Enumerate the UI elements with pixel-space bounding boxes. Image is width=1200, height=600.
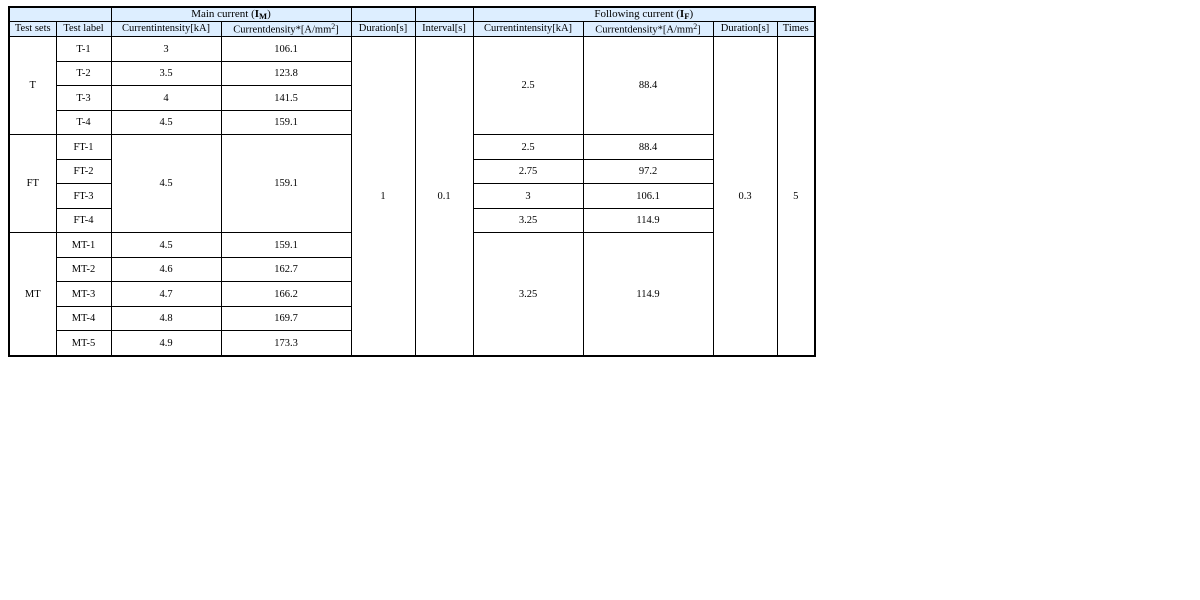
following-current-density: 88.4 <box>583 37 713 135</box>
test-label: T-3 <box>56 86 111 111</box>
following-current-intensity: 2.5 <box>473 37 583 135</box>
set-name-FT: FT <box>9 135 56 233</box>
main-current-intensity: 4.5 <box>111 233 221 258</box>
column-header-main-current-intensity: Currentintensity[kA] <box>111 21 221 37</box>
following-current-density: 88.4 <box>583 135 713 160</box>
group-header-following-current-text: Following current ( <box>594 8 680 20</box>
column-header-test-sets: Test sets <box>9 21 56 37</box>
following-current-intensity: 3.25 <box>473 208 583 233</box>
table-row <box>9 37 815 62</box>
main-current-density: 166.2 <box>221 282 351 307</box>
duration-following-value: 0.3 <box>713 37 777 356</box>
following-current-density: 97.2 <box>583 159 713 184</box>
main-current-density: 159.1 <box>221 233 351 258</box>
table-group-header-row <box>9 7 815 21</box>
main-current-intensity: 4.5 <box>111 135 221 233</box>
main-current-intensity: 4.5 <box>111 110 221 135</box>
following-current-density: 106.1 <box>583 184 713 209</box>
main-current-intensity: 4 <box>111 86 221 111</box>
group-header-following-current: Following current $(I_F)$ <box>473 7 815 21</box>
column-header-duration-main: Duration[s] <box>351 21 415 37</box>
interval-value: 0.1 <box>415 37 473 356</box>
main-current-density: 159.1 <box>221 110 351 135</box>
table-sheet <box>8 6 816 357</box>
main-current-intensity: 4.9 <box>111 331 221 356</box>
column-header-following-current-density <box>583 21 713 37</box>
group-header-main-current-text: Main current ( <box>191 8 255 20</box>
main-current-intensity: 4.7 <box>111 282 221 307</box>
test-label: T-2 <box>56 61 111 86</box>
test-label: MT-1 <box>56 233 111 258</box>
set-name-T: T <box>9 37 56 135</box>
test-label: MT-5 <box>56 331 111 356</box>
main-density-pre: Currentdensity*[A/mm <box>233 24 332 36</box>
column-header-following-current-intensity: Currentintensity[kA] <box>473 21 583 37</box>
test-label: MT-4 <box>56 306 111 331</box>
group-header-main-current: Main current $(I_M)$ <box>111 7 351 21</box>
main-current-density: 141.5 <box>221 86 351 111</box>
column-header-main-current-density <box>221 21 351 37</box>
main-current-density: 123.8 <box>221 61 351 86</box>
following-current-density: 114.9 <box>583 208 713 233</box>
group-header-following-current-sub: F <box>684 10 690 21</box>
test-label: MT-2 <box>56 257 111 282</box>
main-current-density: 106.1 <box>221 37 351 62</box>
group-header-main-current-close: ) <box>267 8 271 20</box>
test-label: FT-1 <box>56 135 111 160</box>
following-current-intensity: 3 <box>473 184 583 209</box>
group-header-blank <box>9 7 111 21</box>
following-current-intensity: 2.5 <box>473 135 583 160</box>
main-current-intensity: 3.5 <box>111 61 221 86</box>
group-header-blank-duration <box>351 7 415 21</box>
test-label: MT-3 <box>56 282 111 307</box>
test-label: T-4 <box>56 110 111 135</box>
test-label: T-1 <box>56 37 111 62</box>
duration-main-value: 1 <box>351 37 415 356</box>
group-header-following-current-close: ) <box>689 8 694 20</box>
following-current-intensity: 2.75 <box>473 159 583 184</box>
foll-density-pre: Currentdensity*[A/mm <box>595 24 694 36</box>
times-value: 5 <box>777 37 815 356</box>
main-current-intensity: 4.8 <box>111 306 221 331</box>
foll-density-post: ] <box>697 24 701 36</box>
test-matrix-table <box>8 6 816 357</box>
main-current-intensity: 3 <box>111 37 221 62</box>
test-label: FT-2 <box>56 159 111 184</box>
main-density-sup: 2 <box>331 21 336 31</box>
main-current-density: 169.7 <box>221 306 351 331</box>
table-column-header-row <box>9 21 815 37</box>
set-name-MT: MT <box>9 233 56 356</box>
main-current-density: 159.1 <box>221 135 351 233</box>
group-header-blank-interval <box>415 7 473 21</box>
column-header-duration-following: Duration[s] <box>713 21 777 37</box>
following-current-intensity: 3.25 <box>473 233 583 356</box>
main-current-density: 162.7 <box>221 257 351 282</box>
column-header-interval: Interval[s] <box>415 21 473 37</box>
test-label: FT-3 <box>56 184 111 209</box>
main-current-intensity: 4.6 <box>111 257 221 282</box>
group-header-main-current-sub: M <box>259 10 268 21</box>
main-current-density: 173.3 <box>221 331 351 356</box>
following-current-density: 114.9 <box>583 233 713 356</box>
column-header-times: Times <box>777 21 815 37</box>
main-density-post: ] <box>335 24 339 36</box>
column-header-test-label: Test label <box>56 21 111 37</box>
foll-density-sup: 2 <box>693 21 698 31</box>
test-label: FT-4 <box>56 208 111 233</box>
